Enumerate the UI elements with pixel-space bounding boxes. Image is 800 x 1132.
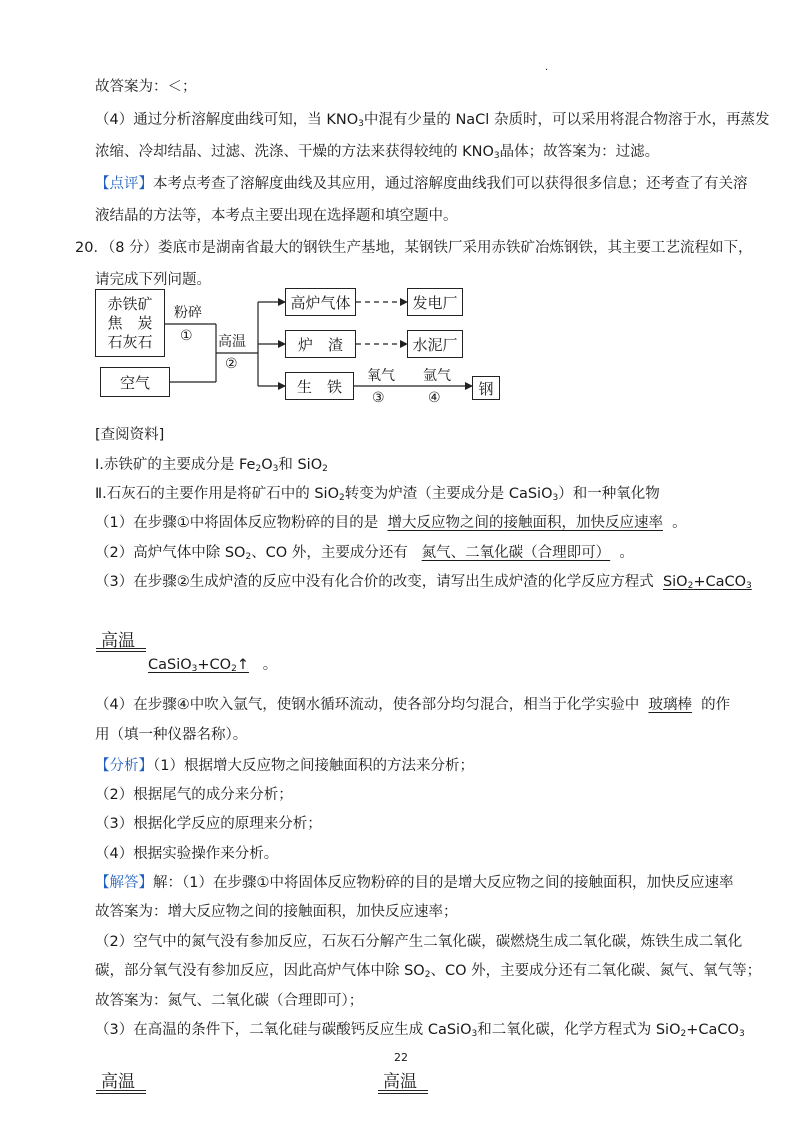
equation-double-bar <box>96 648 146 652</box>
equation-double-bar-3 <box>378 1090 428 1094</box>
step2-label: 高温 <box>218 334 246 350</box>
analysis-line4: （4）根据实验操作来分析。 <box>95 846 279 862</box>
step3-number: ③ <box>372 390 385 406</box>
solution-line4: 碳，部分氧气没有参加反应，因此高炉气体中除 $SO_2$、CO 外，主要成分还有二氧化碳、氮气、氧气等； <box>95 963 762 980</box>
step3-label: 氧气 <box>367 368 395 384</box>
question20-line1: 20．（8 分）娄底市是湖南省最大的钢铁生产基地，某钢铁厂采用赤铁矿冶炼钢铁，其主要工艺流程如下， <box>75 240 753 256</box>
furnace-gas-box: 高炉气体 <box>285 288 356 316</box>
air-box: 空气 <box>100 367 170 397</box>
steel-box: 钢 <box>472 376 500 400</box>
q4-explain-line1: （4）通过分析溶解度曲线可知，当 $KNO_3$中混有少量的 NaCl 杂质时，可以采用将混合物溶于水，再蒸发 <box>95 112 770 129</box>
high-temp-condition: 高温 <box>101 631 135 651</box>
subq3: （3）在步骤②生成炉渣的反应中没有化合价的改变，请写出生成炉渣的化学反应方程式 SiO$_2$+CaCO$_3$ <box>95 574 752 591</box>
info-item1: Ⅰ.赤铁矿的主要成分是 $Fe_2O_3$和 SiO$_2$ <box>95 457 328 474</box>
step2-number: ② <box>225 356 238 372</box>
step1-number: ① <box>180 328 193 344</box>
subq3-products: $CaSiO_3+CO_2↑$ 。 <box>148 657 278 674</box>
analysis-line1: 【分析】（1）根据增大反应物之间接触面积的方法来分析； <box>95 758 474 774</box>
solution-line5: 故答案为：氮气、二氧化碳（合理即可）； <box>95 993 364 1009</box>
step1-label: 粉碎 <box>174 305 202 321</box>
subq2: （2）高炉气体中除 $SO_2$、CO 外，主要成分还有 氮气、二氧化碳（合理即可） 。 <box>95 545 634 562</box>
cement-plant-box: 水泥厂 <box>407 330 463 358</box>
equation-double-bar-2 <box>96 1090 146 1094</box>
subq3-answer: SiO$_2$+CaCO$_3$ <box>662 574 752 591</box>
solution-line1: 【解答】解：（1）在步骤①中将固体反应物粉碎的目的是增大反应物之间的接触面积，加快反应速率 <box>95 875 734 891</box>
raw-material-hematite: 赤铁矿 <box>107 294 153 313</box>
analysis-line2: （2）根据尾气的成分来分析； <box>95 787 293 803</box>
flowchart-lines <box>0 0 800 420</box>
info-item2: Ⅱ.石灰石的主要作用是将矿石中的 SiO$_2$转变为炉渣（主要成分是 CaSiO$_3$）和一种氧化物 <box>95 486 660 503</box>
page-number: 22 <box>394 1051 408 1064</box>
slag-box: 炉 渣 <box>285 330 356 358</box>
answer-line: 故答案为：＜； <box>95 79 197 95</box>
pig-iron-box: 生 铁 <box>285 372 354 400</box>
subq4-answer: 玻璃棒 <box>648 697 692 713</box>
page-top-mark: . <box>545 62 549 73</box>
raw-materials-box <box>95 289 165 357</box>
comment-line2: 液结晶的方法等，本考点主要出现在选择题和填空题中。 <box>95 208 458 224</box>
subq4-line1: （4）在步骤④中吹入氩气，使钢水循环流动，使各部分均匀混合，相当于化学实验中 玻璃棒 的作 <box>95 697 731 713</box>
q4-explain-line2: 浓缩、冷却结晶、过滤、洗涤、干燥的方法来获得较纯的 $KNO_3$晶体；故答案为：过滤。 <box>95 144 660 161</box>
solution-line2: 故答案为：增大反应物之间的接触面积，加快反应速率； <box>95 904 458 920</box>
solution-line3: （2）空气中的氮气没有参加反应，石灰石分解产生二氧化碳，碳燃烧生成二氧化碳，炼铁生成二氧化 <box>95 934 743 950</box>
question20-line2: 请完成下列问题。 <box>95 272 211 288</box>
analysis-tag: 【分析】 <box>95 758 153 774</box>
high-temp-condition-3: 高温 <box>383 1072 417 1092</box>
comment-line1: 【点评】本考点考查了溶解度曲线及其应用，通过溶解度曲线我们可以获得很多信息；还考查了有关溶 <box>95 176 748 192</box>
subq1: （1）在步骤①中将固体反应物粉碎的目的是 增大反应物之间的接触面积，加快反应速率 。 <box>95 515 687 531</box>
step4-number: ④ <box>428 390 441 406</box>
subq2-answer: 氮气、二氧化碳（合理即可） <box>421 545 611 561</box>
analysis-line3: （3）根据化学反应的原理来分析； <box>95 816 322 832</box>
raw-material-limestone: 石灰石 <box>107 332 153 351</box>
comment-tag: 【点评】 <box>95 176 153 192</box>
step4-label: 氩气 <box>423 368 451 384</box>
subq3-products-answer: $CaSiO_3+CO_2↑$ <box>148 657 249 674</box>
subq4-line2: 用（填一种仪器名称）。 <box>95 727 248 743</box>
solution-line6: （3）在高温的条件下，二氧化硅与碳酸钙反应生成 CaSiO$_3$和二氧化碳，化学方程式为 SiO$_2$+CaCO$_3$ <box>95 1022 745 1039</box>
subq1-answer: 增大反应物之间的接触面积，加快反应速率 <box>387 515 663 531</box>
power-plant-box: 发电厂 <box>407 288 463 316</box>
solution-tag: 【解答】 <box>95 875 153 891</box>
info-header: [查阅资料] <box>95 427 165 443</box>
high-temp-condition-2: 高温 <box>101 1072 135 1092</box>
raw-material-coke: 焦 炭 <box>107 313 153 332</box>
